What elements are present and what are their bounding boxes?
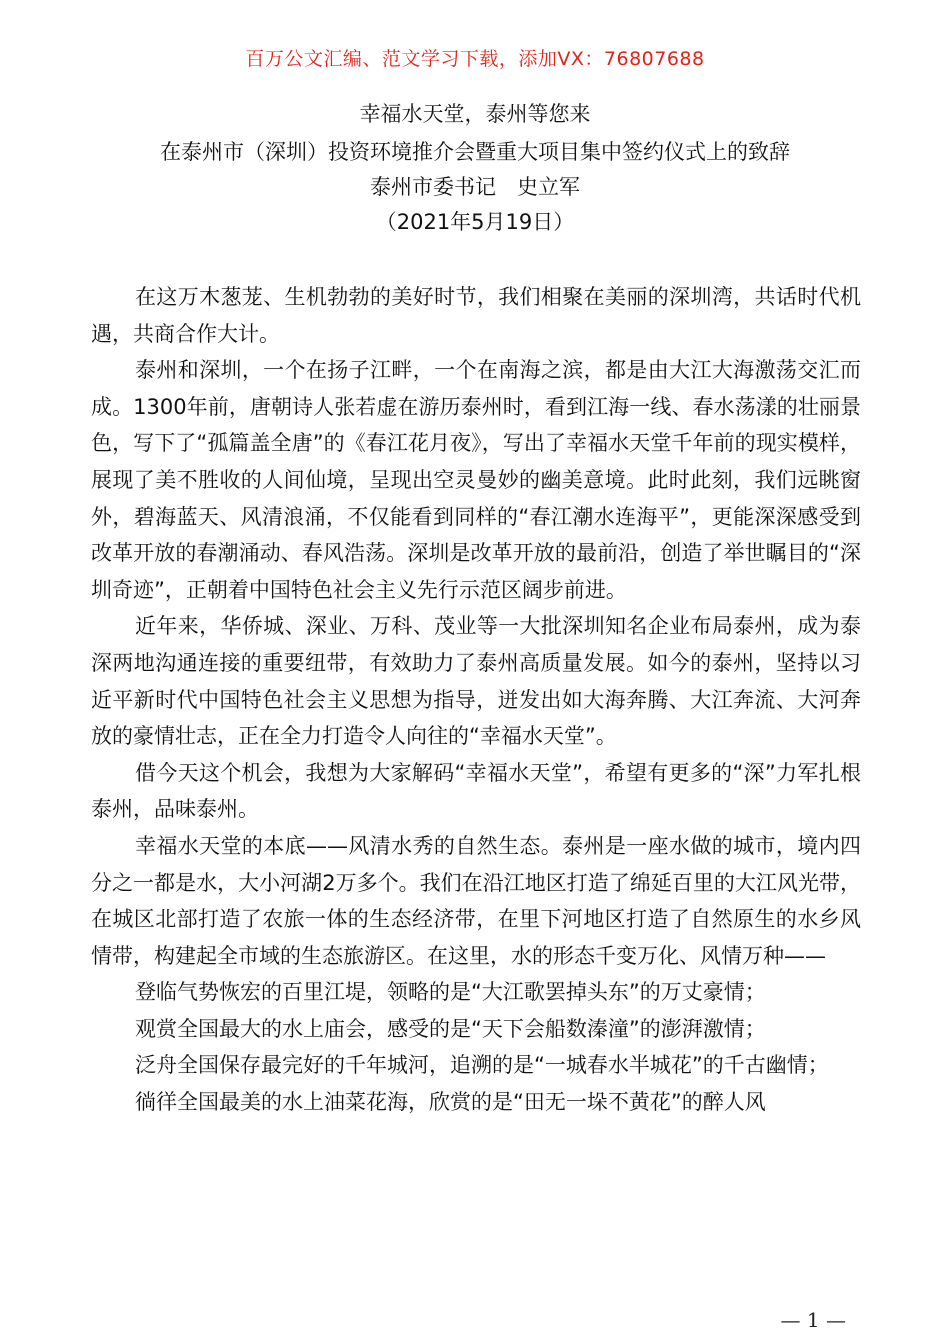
speech-date: （2021年5月19日） xyxy=(375,210,575,234)
speech-title: 幸福水天堂，泰州等您来 xyxy=(359,102,591,126)
paragraph: 徜徉全国最美的水上油菜花海，欣赏的是“田无一垛不黄花”的醉人风 xyxy=(135,1090,766,1115)
paragraph: 幸福水天堂的本底——风清水秀的自然生态。泰州是一座水做的城市，境内四分之一都是水，大小河湖2万多个。我们在沿江地区打造了绵延百里的大江风光带，在城区北部打造了农旅一体的生态经济带，在里下河地区打造了自然原生的水乡风情带，构建起全市域的生态旅游区。在这里，水的形态千变万化、风情万种—— xyxy=(91,833,861,968)
paragraph: 在这万木葱茏、生机勃勃的美好时节，我们相聚在美丽的深圳湾，共话时代机遇，共商合作大计。 xyxy=(91,285,861,346)
paragraph: 近年来，华侨城、深业、万科、茂业等一大批深圳知名企业布局泰州，成为泰深两地沟通连接的重要纽带，有效助力了泰州高质量发展。如今的泰州，坚持以习近平新时代中国特色社会主义思想为指导，迸发出如大海奔腾、大江奔流、大河奔放的豪情壮志，正在全力打造令人向往的“幸福水天堂”。 xyxy=(91,614,861,749)
paragraph: 泛舟全国保存最完好的千年城河，追溯的是“一城春水半城花”的千古幽情； xyxy=(135,1053,829,1078)
speech-author: 泰州市委书记 史立军 xyxy=(370,175,580,199)
paragraph: 借今天这个机会，我想为大家解码“幸福水天堂”，希望有更多的“深”力军扎根泰州，品味泰州。 xyxy=(91,760,861,822)
page-number: — 1 — xyxy=(780,1308,846,1332)
paragraph: 泰州和深圳，一个在扬子江畔，一个在南海之滨，都是由大江大海激荡交汇而成。1300年前，唐朝诗人张若虚在游历泰州时，看到江海一线、春水荡漾的壮丽景色，写下了“孤篇盖全唐”的《春江花月夜》，写出了幸福水天堂千年前的现实模样，展现了美不胜收的人间仙境，呈现出空灵曼妙的幽美意境。此时此刻，我们远眺窗外，碧海蓝天、风清浪涌，不仅能看到同样的“春江潮水连海平”，更能深深感受到改革开放的春潮涌动、春风浩荡。深圳是改革开放的最前沿，创造了举世瞩目的“深圳奇迹”，正朝着中国特色社会主义先行示范区阔步前进。 xyxy=(91,358,861,602)
paragraph: 观赏全国最大的水上庙会，感受的是“天下会船数溱潼”的澎湃激情； xyxy=(135,1016,766,1041)
watermark-banner: 百万公文汇编、范文学习下载，添加VX：76807688 xyxy=(245,48,705,70)
paragraph: 登临气势恢宏的百里江堤，领略的是“大江歌罢掉头东”的万丈豪情； xyxy=(135,980,766,1005)
speech-body xyxy=(91,279,861,1121)
speech-subtitle: 在泰州市（深圳）投资环境推介会暨重大项目集中签约仪式上的致辞 xyxy=(160,140,790,164)
